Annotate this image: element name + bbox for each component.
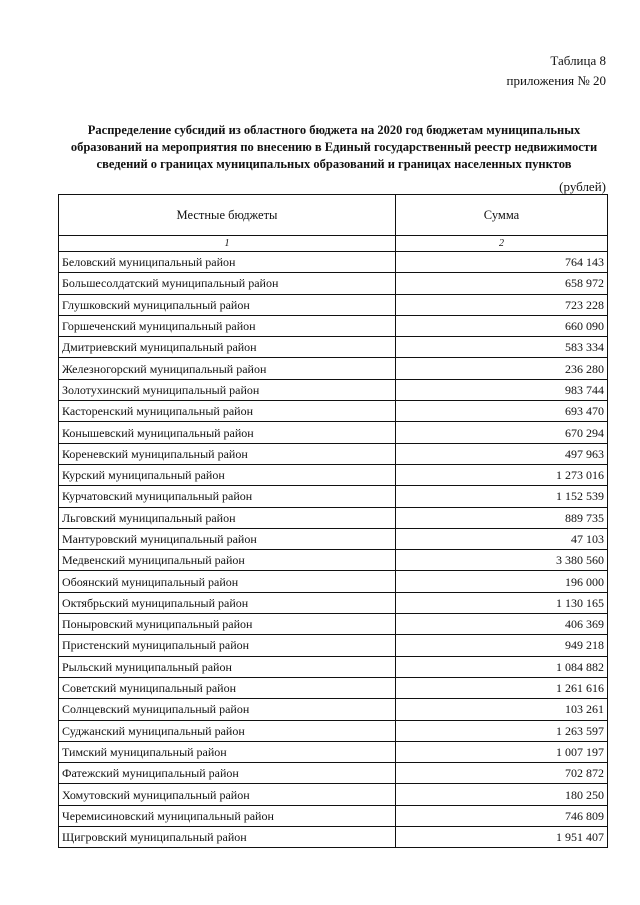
municipality-name: Октябрьский муниципальный район: [59, 592, 396, 613]
municipality-name: Солнцевский муниципальный район: [59, 699, 396, 720]
table-row: [59, 763, 608, 784]
table-row: [59, 252, 608, 273]
subsidy-amount: 103 261: [396, 699, 608, 720]
budget-table: [58, 194, 608, 848]
subsidy-amount: 723 228: [396, 294, 608, 315]
table-row: [59, 571, 608, 592]
column-index-2: 2: [396, 236, 608, 252]
municipality-name: Советский муниципальный район: [59, 677, 396, 698]
municipality-name: Тимский муниципальный район: [59, 741, 396, 762]
table-row: [59, 315, 608, 336]
table-row: [59, 528, 608, 549]
municipality-name: Курский муниципальный район: [59, 464, 396, 485]
table-row: [59, 720, 608, 741]
table-row: [59, 614, 608, 635]
subsidy-amount: 764 143: [396, 252, 608, 273]
municipality-name: Хомутовский муниципальный район: [59, 784, 396, 805]
municipality-name: Щигровский муниципальный район: [59, 827, 396, 848]
subsidy-amount: 693 470: [396, 401, 608, 422]
municipality-name: Поныровский муниципальный район: [59, 614, 396, 635]
municipality-name: Касторенский муниципальный район: [59, 401, 396, 422]
municipality-name: Мантуровский муниципальный район: [59, 528, 396, 549]
table-row: [59, 443, 608, 464]
municipality-name: Рыльский муниципальный район: [59, 656, 396, 677]
table-row: [59, 464, 608, 485]
subsidy-amount: 180 250: [396, 784, 608, 805]
subsidy-amount: 196 000: [396, 571, 608, 592]
table-row: [59, 294, 608, 315]
table-row: [59, 401, 608, 422]
units-label: (рублей): [559, 179, 606, 194]
table-row: [59, 784, 608, 805]
subsidy-amount: 1 084 882: [396, 656, 608, 677]
appendix-label: приложения № 20: [506, 73, 606, 88]
table-row: [59, 741, 608, 762]
subsidy-amount: 660 090: [396, 315, 608, 336]
table-row: [59, 273, 608, 294]
municipality-name: Курчатовский муниципальный район: [59, 486, 396, 507]
subsidy-amount: 1 261 616: [396, 677, 608, 698]
table-row: [59, 635, 608, 656]
table-row: [59, 358, 608, 379]
subsidy-amount: 583 334: [396, 337, 608, 358]
header-local-budgets: Местные бюджеты: [59, 195, 396, 236]
table-row: [59, 656, 608, 677]
subsidy-amount: 3 380 560: [396, 550, 608, 571]
table-row: [59, 486, 608, 507]
table-row: [59, 337, 608, 358]
subsidy-amount: 670 294: [396, 422, 608, 443]
subsidy-amount: 1 007 197: [396, 741, 608, 762]
table-row: [59, 827, 608, 848]
subsidy-amount: 1 130 165: [396, 592, 608, 613]
subsidy-amount: 1 152 539: [396, 486, 608, 507]
municipality-name: Льговский муниципальный район: [59, 507, 396, 528]
table-row: [59, 550, 608, 571]
title-line-1: Распределение субсидий из областного бюджета на 2020 год бюджетам муниципальных: [87, 123, 581, 137]
table-row: [59, 379, 608, 400]
subsidy-amount: 746 809: [396, 805, 608, 826]
municipality-name: Горшеченский муниципальный район: [59, 315, 396, 336]
municipality-name: Дмитриевский муниципальный район: [59, 337, 396, 358]
subsidy-amount: 1 951 407: [396, 827, 608, 848]
municipality-name: Черемисиновский муниципальный район: [59, 805, 396, 826]
column-index-row: [59, 236, 608, 252]
table-body: [59, 252, 608, 848]
municipality-name: Медвенский муниципальный район: [59, 550, 396, 571]
subsidy-amount: 889 735: [396, 507, 608, 528]
municipality-name: Конышевский муниципальный район: [59, 422, 396, 443]
municipality-name: Суджанский муниципальный район: [59, 720, 396, 741]
header-amount: Сумма: [396, 195, 608, 236]
subsidy-amount: 47 103: [396, 528, 608, 549]
table-header-row: [59, 195, 608, 236]
table-row: [59, 507, 608, 528]
municipality-name: Фатежский муниципальный район: [59, 763, 396, 784]
municipality-name: Обоянский муниципальный район: [59, 571, 396, 592]
municipality-name: Золотухинский муниципальный район: [59, 379, 396, 400]
table-row: [59, 805, 608, 826]
subsidy-amount: 702 872: [396, 763, 608, 784]
table-row: [59, 592, 608, 613]
subsidy-amount: 658 972: [396, 273, 608, 294]
municipality-name: Кореневский муниципальный район: [59, 443, 396, 464]
subsidy-amount: 949 218: [396, 635, 608, 656]
column-index-1: 1: [59, 236, 396, 252]
subsidy-amount: 1 263 597: [396, 720, 608, 741]
municipality-name: Беловский муниципальный район: [59, 252, 396, 273]
title-line-2: образований на мероприятия по внесению в Единый государственный реестр недвижимости: [70, 140, 598, 154]
table-number-label: Таблица 8: [550, 53, 606, 68]
subsidy-amount: 983 744: [396, 379, 608, 400]
table-row: [59, 422, 608, 443]
municipality-name: Глушковский муниципальный район: [59, 294, 396, 315]
table-row: [59, 677, 608, 698]
subsidy-amount: 236 280: [396, 358, 608, 379]
title-line-3: сведений о границах муниципальных образований и границах населенных пунктов: [96, 157, 572, 171]
document-title: [60, 122, 608, 173]
subsidy-amount: 497 963: [396, 443, 608, 464]
subsidy-amount: 406 369: [396, 614, 608, 635]
table-row: [59, 699, 608, 720]
municipality-name: Пристенский муниципальный район: [59, 635, 396, 656]
municipality-name: Большесолдатский муниципальный район: [59, 273, 396, 294]
municipality-name: Железногорский муниципальный район: [59, 358, 396, 379]
subsidy-amount: 1 273 016: [396, 464, 608, 485]
